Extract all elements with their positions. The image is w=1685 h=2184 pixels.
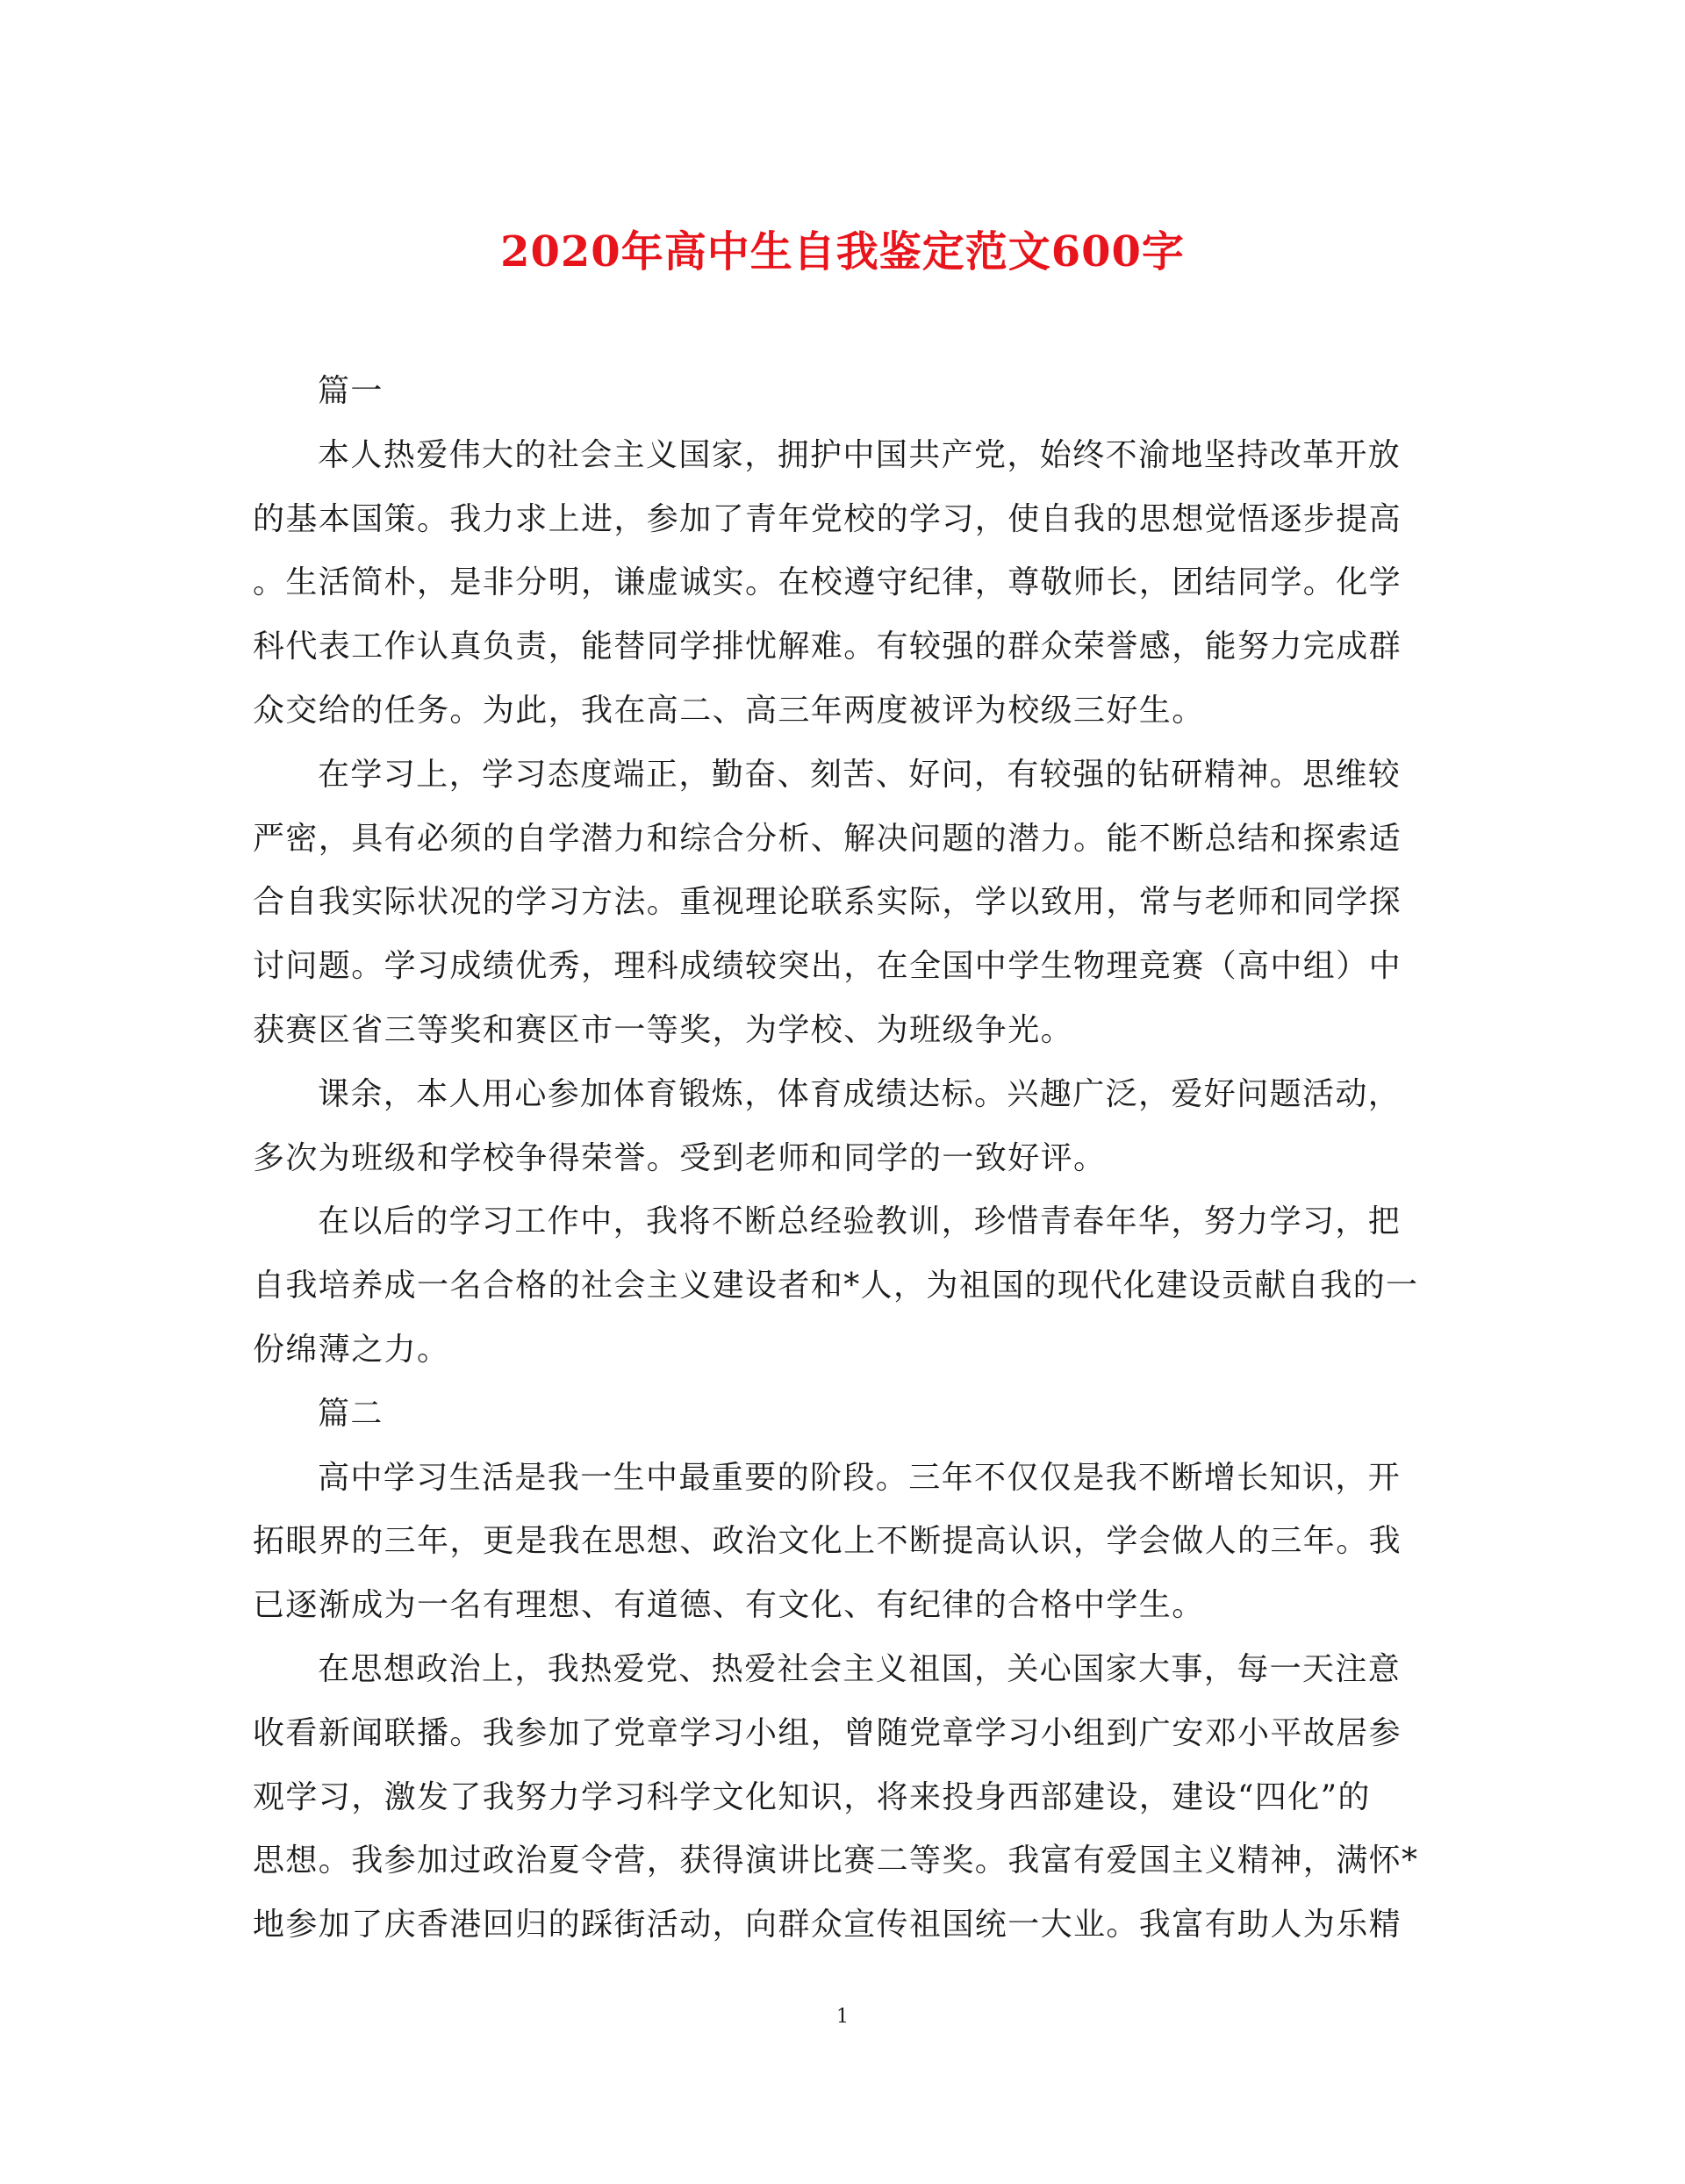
text-line: 课余，本人用心参加体育锻炼，体育成绩达标。兴趣广泛，爱好问题活动， — [318, 1075, 1402, 1112]
text-line: 在思想政治上，我热爱党、热爱社会主义祖国，关心国家大事，每一天注意 — [318, 1650, 1402, 1687]
text-line: 科代表工作认真负责，能替同学排忧解难。有较强的群众荣誉感，能努力完成群 — [253, 629, 1402, 665]
text-line: 讨问题。学习成绩优秀，理科成绩较突出，在全国中学生物理竞赛（高中组）中 — [253, 948, 1402, 985]
text-line: 在以后的学习工作中，我将不断总经验教训，珍惜青春年华，努力学习，把 — [318, 1203, 1402, 1240]
text-line: 获赛区省三等奖和赛区市一等奖，为学校、为班级争光。 — [253, 1011, 1074, 1048]
text-line: 严密，具有必须的自学潜力和综合分析、解决问题的潜力。能不断总结和探索适 — [253, 820, 1402, 857]
text-line: 收看新闻联播。我参加了党章学习小组，曾随党章学习小组到广安邓小平故居参 — [253, 1714, 1402, 1751]
text-line: 高中学习生活是我一生中最重要的阶段。三年不仅仅是我不断增长知识，开 — [318, 1459, 1402, 1496]
text-line: 。生活简朴，是非分明，谦虚诚实。在校遵守纪律，尊敬师长，团结同学。化学 — [253, 564, 1402, 601]
document-body — [253, 360, 1419, 1958]
text-line: 份绵薄之力。 — [253, 1331, 450, 1368]
text-line: 观学习，激发了我努力学习科学文化知识，将来投身西部建设，建设“四化”的 — [253, 1778, 1371, 1815]
text-line: 多次为班级和学校争得荣誉。受到老师和同学的一致好评。 — [253, 1139, 1107, 1176]
text-line: 已逐渐成为一名有理想、有道德、有文化、有纪律的合格中学生。 — [253, 1587, 1205, 1624]
text-line: 思想。我参加过政治夏令营，获得演讲比赛二等奖。我富有爱国主义精神，满怀* — [253, 1843, 1419, 1879]
text-line: 本人热爱伟大的社会主义国家，拥护中国共产党，始终不渝地坚持改革开放 — [318, 436, 1402, 473]
text-line: 合自我实际状况的学习方法。重视理论联系实际，学以致用，常与老师和同学探 — [253, 884, 1402, 921]
text-line: 在学习上，学习态度端正，勤奋、刻苦、好问，有较强的钻研精神。思维较 — [318, 756, 1402, 793]
text-line: 的基本国策。我力求上进，参加了青年党校的学习，使自我的思想觉悟逐步提高 — [253, 500, 1402, 537]
text-line: 地参加了庆香港回归的踩街活动，向群众宣传祖国统一大业。我富有助人为乐精 — [253, 1907, 1402, 1943]
text-line: 众交给的任务。为此，我在高二、高三年两度被评为校级三好生。 — [253, 692, 1205, 729]
page-number: 1 — [836, 2006, 849, 2028]
text-line: 自我培养成一名合格的社会主义建设者和*人，为祖国的现代化建设贡献自我的一 — [253, 1268, 1419, 1304]
text-line: 拓眼界的三年，更是我在思想、政治文化上不断提高认识，学会做人的三年。我 — [253, 1523, 1402, 1560]
document-title: 2020年高中生自我鉴定范文600字 — [500, 227, 1185, 277]
text-line: 篇二 — [318, 1395, 384, 1432]
text-line: 篇一 — [318, 373, 384, 409]
